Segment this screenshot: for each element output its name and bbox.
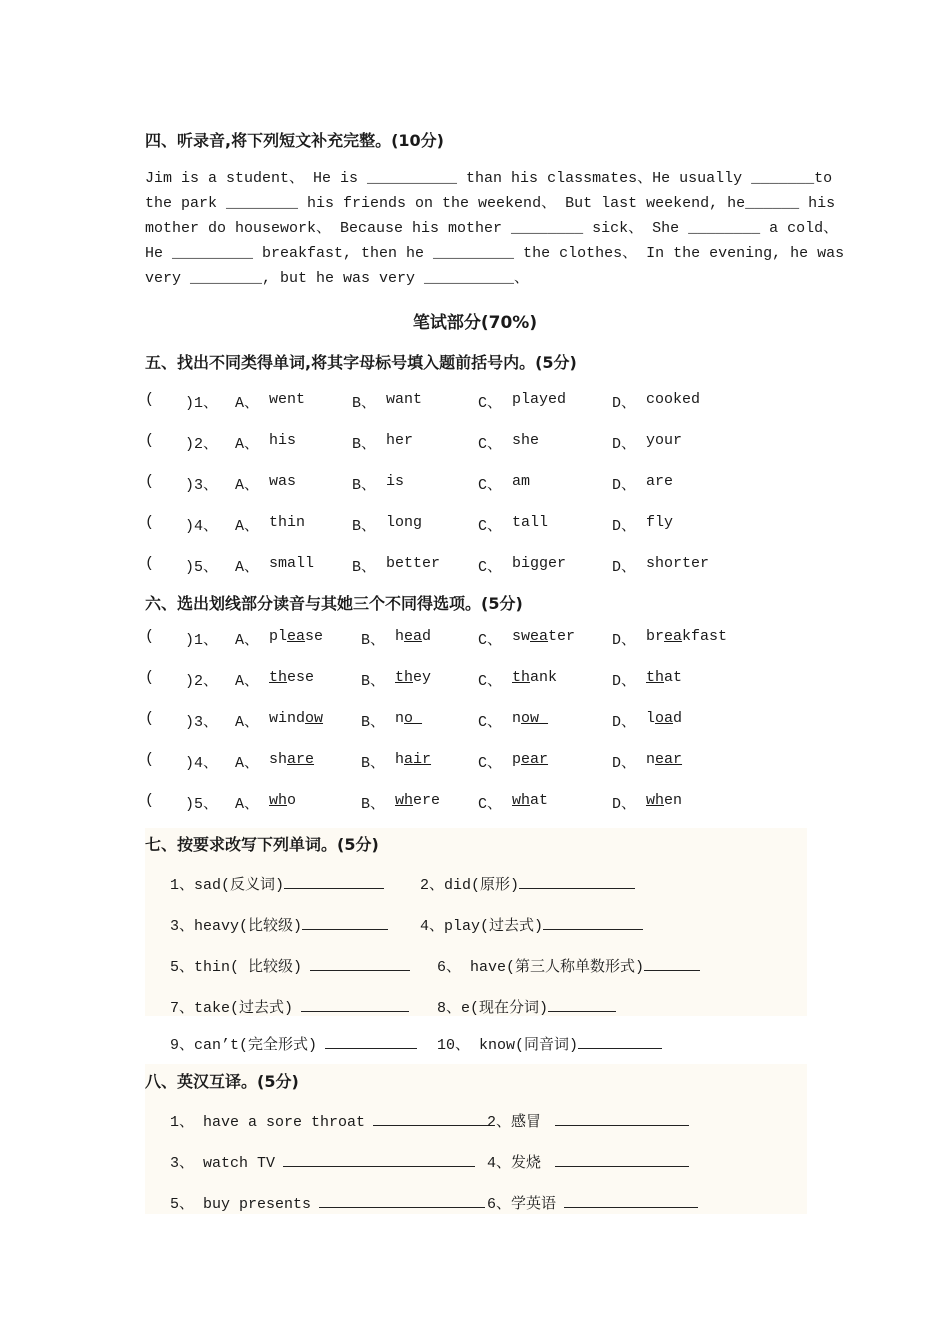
option-label: B、 bbox=[361, 632, 386, 649]
underlined-sound: wh bbox=[512, 792, 531, 809]
paragraph-line bbox=[145, 266, 807, 291]
word-part: n bbox=[395, 710, 405, 727]
word-part: kfast bbox=[682, 628, 728, 645]
question-number: )3、 bbox=[185, 477, 219, 494]
option-label: B、 bbox=[352, 395, 377, 412]
item-prompt: 9、can’t(完全形式) bbox=[170, 1037, 318, 1054]
question-number: )5、 bbox=[185, 796, 219, 813]
word-part: pl bbox=[269, 628, 288, 645]
option-b: better bbox=[386, 555, 441, 572]
option-label: A、 bbox=[235, 518, 260, 535]
option-d bbox=[646, 792, 682, 809]
option-label: C、 bbox=[478, 755, 503, 772]
option-b bbox=[395, 710, 422, 727]
item-prompt: 10、 know(同音词) bbox=[437, 1037, 579, 1054]
option-label: D、 bbox=[612, 518, 637, 535]
option-a: was bbox=[269, 473, 297, 490]
option-label: A、 bbox=[235, 796, 260, 813]
rewrite-item bbox=[437, 1033, 662, 1054]
word-part: ere bbox=[413, 792, 441, 809]
underlined-sound: ear bbox=[521, 751, 549, 768]
item-prompt: 6、 have(第三人称单数形式) bbox=[437, 959, 645, 976]
answer-blank[interactable] bbox=[578, 1034, 662, 1049]
paragraph-line bbox=[145, 241, 845, 266]
choice-row bbox=[145, 669, 807, 691]
section7-title: 七、按要求改写下列单词。(5分) bbox=[145, 835, 379, 854]
underlined-sound: ea bbox=[664, 628, 683, 645]
option-d bbox=[646, 751, 682, 768]
option-label: C、 bbox=[478, 714, 503, 731]
answer-blank[interactable] bbox=[519, 874, 635, 889]
answer-blank[interactable] bbox=[564, 1193, 698, 1208]
item-prompt: 1、sad(反义词) bbox=[170, 877, 285, 894]
question-number: )4、 bbox=[185, 518, 219, 535]
underlined-sound: wh bbox=[269, 792, 288, 809]
rewrite-item bbox=[420, 914, 643, 935]
option-d: shorter bbox=[646, 555, 710, 572]
paragraph-line bbox=[145, 216, 839, 241]
option-d bbox=[646, 710, 682, 727]
translate-item bbox=[487, 1192, 698, 1213]
option-label: A、 bbox=[235, 714, 260, 731]
item-prompt: 7、take(过去式) bbox=[170, 1000, 294, 1017]
option-b bbox=[395, 628, 431, 645]
underlined-sound: are bbox=[287, 751, 315, 768]
line-text: very ________, but he was very __________、 bbox=[145, 270, 530, 287]
option-label: C、 bbox=[478, 518, 503, 535]
option-label: A、 bbox=[235, 477, 260, 494]
translate-item bbox=[170, 1110, 491, 1131]
answer-bracket: ( bbox=[145, 792, 155, 809]
line-text: mother do housework、 Because his mother ________ sick、 She ________ a cold、 bbox=[145, 220, 839, 237]
option-a bbox=[269, 792, 296, 809]
word-part: ter bbox=[548, 628, 576, 645]
word-part: br bbox=[646, 628, 665, 645]
answer-blank[interactable] bbox=[325, 1034, 417, 1049]
choice-row bbox=[145, 555, 807, 577]
option-label: A、 bbox=[235, 632, 260, 649]
answer-bracket: ( bbox=[145, 751, 155, 768]
rewrite-item bbox=[170, 914, 388, 935]
answer-bracket: ( bbox=[145, 669, 155, 686]
word-part: wind bbox=[269, 710, 306, 727]
option-label: B、 bbox=[352, 436, 377, 453]
option-label: B、 bbox=[352, 477, 377, 494]
choice-row bbox=[145, 751, 807, 773]
section4-paragraph bbox=[145, 166, 845, 291]
question-number: )1、 bbox=[185, 632, 219, 649]
underlined-sound: wh bbox=[395, 792, 414, 809]
line-text: Jim is a student、 He is __________ than his classmates、He usually _______to bbox=[145, 170, 833, 187]
item-prompt: 5、 buy presents bbox=[170, 1196, 312, 1213]
option-d: your bbox=[646, 432, 683, 449]
question-number: )3、 bbox=[185, 714, 219, 731]
option-c: she bbox=[512, 432, 540, 449]
option-label: D、 bbox=[612, 559, 637, 576]
underlined-sound: oa bbox=[655, 710, 674, 727]
option-b: long bbox=[386, 514, 423, 531]
option-a bbox=[269, 751, 314, 768]
rewrite-item bbox=[170, 1033, 417, 1054]
underlined-sound: th bbox=[512, 669, 531, 686]
answer-blank[interactable] bbox=[302, 915, 388, 930]
option-c bbox=[512, 751, 548, 768]
option-b: want bbox=[386, 391, 423, 408]
option-label: D、 bbox=[612, 632, 637, 649]
section5-title: 五、找出不同类得单词,将其字母标号填入题前括号内。(5分) bbox=[145, 353, 577, 372]
option-d: fly bbox=[646, 514, 674, 531]
rewrite-item bbox=[420, 873, 635, 894]
option-c bbox=[512, 669, 557, 686]
option-c: am bbox=[512, 473, 531, 490]
word-part: at bbox=[664, 669, 683, 686]
word-part: sh bbox=[269, 751, 288, 768]
option-d bbox=[646, 628, 727, 645]
translate-item bbox=[170, 1192, 485, 1213]
rewrite-item bbox=[170, 996, 409, 1017]
underlined-sound: ear bbox=[655, 751, 683, 768]
choice-row bbox=[145, 628, 807, 650]
option-label: A、 bbox=[235, 559, 260, 576]
question-number: )2、 bbox=[185, 436, 219, 453]
item-prompt: 4、play(过去式) bbox=[420, 918, 544, 935]
written-part-title: 笔试部分(70%) bbox=[412, 313, 538, 333]
line-text: He _________ breakfast, then he _________ the clothes、 In the evening, he was bbox=[145, 245, 845, 262]
option-c bbox=[512, 710, 548, 727]
underlined-sound: th bbox=[395, 669, 414, 686]
option-a: went bbox=[269, 391, 306, 408]
word-part: n bbox=[512, 710, 522, 727]
option-b: her bbox=[386, 432, 414, 449]
option-label: D、 bbox=[612, 436, 637, 453]
rewrite-item bbox=[170, 873, 384, 894]
line-text: the park ________ his friends on the weekend、 But last weekend, he______ his bbox=[145, 195, 836, 212]
word-part: o bbox=[287, 792, 297, 809]
item-prompt: 3、heavy(比较级) bbox=[170, 918, 303, 935]
word-part: at bbox=[530, 792, 549, 809]
translate-item bbox=[487, 1110, 689, 1131]
option-label: C、 bbox=[478, 395, 503, 412]
rewrite-item bbox=[170, 955, 410, 976]
option-a: small bbox=[269, 555, 315, 572]
underlined-sound: ow bbox=[521, 710, 549, 727]
choice-row bbox=[145, 432, 807, 454]
option-label: C、 bbox=[478, 436, 503, 453]
answer-bracket: ( bbox=[145, 432, 155, 449]
option-c bbox=[512, 792, 548, 809]
choice-row bbox=[145, 391, 807, 413]
option-c: played bbox=[512, 391, 567, 408]
option-label: B、 bbox=[361, 755, 386, 772]
word-part: l bbox=[646, 710, 656, 727]
option-label: D、 bbox=[612, 673, 637, 690]
answer-bracket: ( bbox=[145, 555, 155, 572]
answer-blank[interactable] bbox=[373, 1111, 491, 1126]
translate-item bbox=[487, 1151, 689, 1172]
word-part: p bbox=[512, 751, 522, 768]
underlined-sound: wh bbox=[646, 792, 665, 809]
paragraph-line bbox=[145, 191, 836, 216]
underlined-sound: ea bbox=[530, 628, 549, 645]
section4-title: 四、听录音,将下列短文补充完整。(10分) bbox=[145, 131, 444, 150]
word-part: en bbox=[664, 792, 683, 809]
answer-blank[interactable] bbox=[310, 956, 410, 971]
item-prompt: 8、e(现在分词) bbox=[437, 1000, 549, 1017]
answer-blank[interactable] bbox=[301, 997, 409, 1012]
paragraph-line bbox=[145, 166, 833, 191]
word-part: ese bbox=[287, 669, 315, 686]
underlined-sound: ea bbox=[287, 628, 306, 645]
underlined-sound: o bbox=[404, 710, 423, 727]
question-number: )1、 bbox=[185, 395, 219, 412]
option-d bbox=[646, 669, 682, 686]
choice-row bbox=[145, 710, 807, 732]
option-label: C、 bbox=[478, 559, 503, 576]
answer-blank[interactable] bbox=[548, 997, 616, 1012]
option-d: are bbox=[646, 473, 674, 490]
item-prompt: 2、did(原形) bbox=[420, 877, 520, 894]
word-part: ey bbox=[413, 669, 432, 686]
option-label: B、 bbox=[361, 673, 386, 690]
underlined-sound: th bbox=[646, 669, 665, 686]
rewrite-item bbox=[437, 955, 700, 976]
option-b bbox=[395, 792, 440, 809]
option-a: his bbox=[269, 432, 297, 449]
option-a bbox=[269, 669, 314, 686]
answer-blank[interactable] bbox=[644, 956, 700, 971]
option-b: is bbox=[386, 473, 405, 490]
answer-bracket: ( bbox=[145, 628, 155, 645]
question-number: )2、 bbox=[185, 673, 219, 690]
option-c bbox=[512, 628, 575, 645]
answer-bracket: ( bbox=[145, 391, 155, 408]
option-a bbox=[269, 710, 323, 727]
option-label: C、 bbox=[478, 673, 503, 690]
choice-row bbox=[145, 792, 807, 814]
option-label: B、 bbox=[352, 559, 377, 576]
underlined-sound: th bbox=[269, 669, 288, 686]
choice-row bbox=[145, 514, 807, 536]
item-prompt: 5、thin( 比较级) bbox=[170, 959, 303, 976]
section8-title: 八、英汉互译。(5分) bbox=[145, 1072, 299, 1091]
word-part: h bbox=[395, 751, 405, 768]
item-prompt: 6、学英语 bbox=[487, 1196, 557, 1213]
answer-blank[interactable] bbox=[555, 1152, 689, 1167]
option-a: thin bbox=[269, 514, 306, 531]
option-c: bigger bbox=[512, 555, 567, 572]
answer-bracket: ( bbox=[145, 710, 155, 727]
answer-bracket: ( bbox=[145, 473, 155, 490]
option-label: C、 bbox=[478, 477, 503, 494]
option-b bbox=[395, 751, 431, 768]
item-prompt: 2、感冒 bbox=[487, 1114, 542, 1131]
item-prompt: 1、 have a sore throat bbox=[170, 1114, 366, 1131]
choice-row bbox=[145, 473, 807, 495]
option-label: B、 bbox=[361, 796, 386, 813]
option-label: C、 bbox=[478, 796, 503, 813]
option-a bbox=[269, 628, 323, 645]
word-part: d bbox=[422, 628, 432, 645]
translate-item bbox=[170, 1151, 475, 1172]
option-label: A、 bbox=[235, 755, 260, 772]
answer-blank[interactable] bbox=[284, 874, 384, 889]
option-label: D、 bbox=[612, 714, 637, 731]
answer-blank[interactable] bbox=[283, 1152, 475, 1167]
item-prompt: 4、发烧 bbox=[487, 1155, 542, 1172]
answer-blank[interactable] bbox=[543, 915, 643, 930]
answer-blank[interactable] bbox=[555, 1111, 689, 1126]
option-label: D、 bbox=[612, 477, 637, 494]
word-part: h bbox=[395, 628, 405, 645]
option-label: A、 bbox=[235, 395, 260, 412]
option-label: C、 bbox=[478, 632, 503, 649]
option-label: D、 bbox=[612, 395, 637, 412]
answer-blank[interactable] bbox=[319, 1193, 485, 1208]
question-number: )4、 bbox=[185, 755, 219, 772]
option-label: A、 bbox=[235, 673, 260, 690]
word-part: d bbox=[673, 710, 683, 727]
underlined-sound: ow bbox=[305, 710, 324, 727]
option-b bbox=[395, 669, 431, 686]
word-part: n bbox=[646, 751, 656, 768]
rewrite-item bbox=[437, 996, 616, 1017]
option-label: D、 bbox=[612, 796, 637, 813]
question-number: )5、 bbox=[185, 559, 219, 576]
option-label: B、 bbox=[352, 518, 377, 535]
option-d: cooked bbox=[646, 391, 701, 408]
answer-bracket: ( bbox=[145, 514, 155, 531]
underlined-sound: air bbox=[404, 751, 432, 768]
word-part: ank bbox=[530, 669, 558, 686]
item-prompt: 3、 watch TV bbox=[170, 1155, 276, 1172]
underlined-sound: ea bbox=[404, 628, 423, 645]
word-part: sw bbox=[512, 628, 531, 645]
option-label: A、 bbox=[235, 436, 260, 453]
option-label: B、 bbox=[361, 714, 386, 731]
option-c: tall bbox=[512, 514, 549, 531]
section6-title: 六、选出划线部分读音与其她三个不同得选项。(5分) bbox=[145, 594, 523, 613]
option-label: D、 bbox=[612, 755, 637, 772]
word-part: se bbox=[305, 628, 324, 645]
